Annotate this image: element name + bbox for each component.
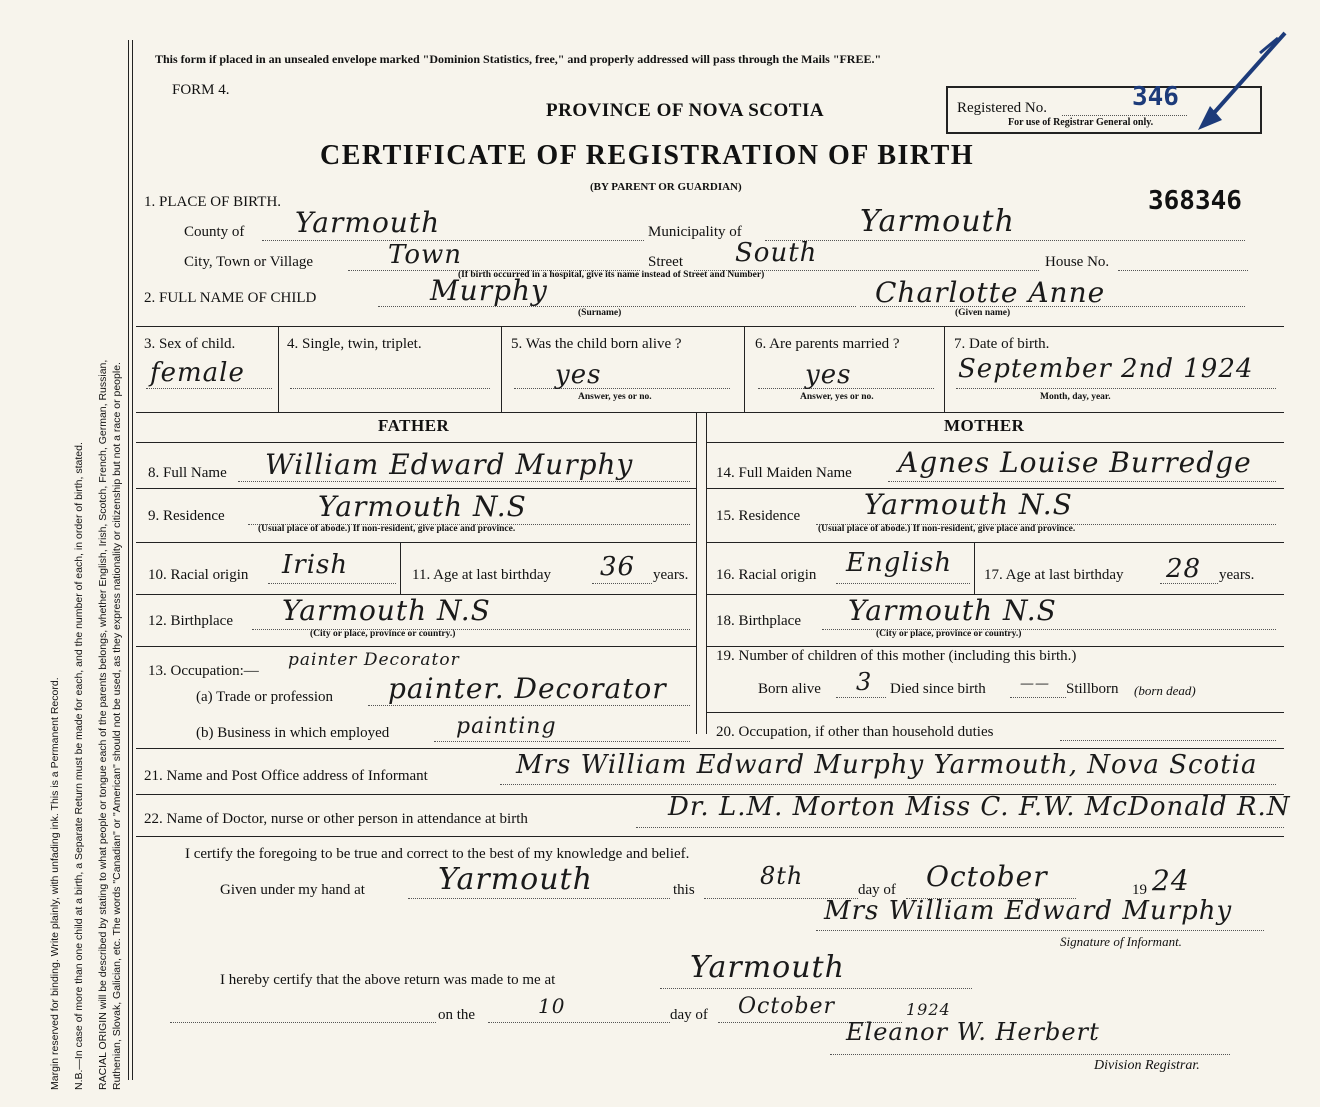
place-of-birth-label: 1. PLACE OF BIRTH. bbox=[144, 194, 282, 210]
hospital-note: (If birth occurred in a hospital, give its name instead of Street and Number) bbox=[458, 270, 765, 280]
died-since-label: Died since birth bbox=[890, 681, 986, 697]
mother-name-value: Agnes Louise Burredge bbox=[898, 446, 1252, 479]
father-racial-line bbox=[268, 583, 396, 584]
city-value: Town bbox=[388, 240, 462, 270]
informant-line bbox=[500, 784, 1276, 785]
registrar-statement: I hereby certify that the above return was made to me at bbox=[220, 972, 556, 988]
father-occupation-value: painter Decorator bbox=[288, 650, 460, 670]
mother-age-value: 28 bbox=[1166, 554, 1202, 584]
father-heading: FATHER bbox=[378, 416, 450, 435]
father-residence-value: Yarmouth N.S bbox=[318, 490, 527, 523]
sex-value: female bbox=[150, 358, 245, 388]
row-divider bbox=[136, 442, 696, 443]
mother-birthplace-label: 18. Birthplace bbox=[716, 613, 801, 629]
month-value: October bbox=[926, 860, 1048, 893]
doctor-label: 22. Name of Doctor, nurse or other person in attendance at birth bbox=[144, 811, 528, 827]
father-name-line bbox=[238, 481, 690, 482]
registrar-day-value: 10 bbox=[538, 994, 566, 1018]
married-label: 6. Are parents married ? bbox=[755, 336, 900, 352]
mother-heading: MOTHER bbox=[944, 416, 1025, 435]
father-occupation-label: 13. Occupation:— bbox=[148, 663, 259, 679]
informant-label: 21. Name and Post Office address of Informant bbox=[144, 768, 428, 784]
father-birthplace-caption: (City or place, province or country.) bbox=[310, 629, 456, 639]
registered-no-value: 346 bbox=[1132, 82, 1179, 112]
single-line bbox=[290, 388, 490, 389]
married-value: yes bbox=[805, 360, 852, 390]
registrar-dayof-label: day of bbox=[670, 1007, 708, 1023]
this-label: this bbox=[673, 882, 695, 898]
dayof-label: day of bbox=[858, 882, 896, 898]
father-name-label: 8. Full Name bbox=[148, 465, 227, 481]
single-label: 4. Single, twin, triplet. bbox=[287, 336, 422, 352]
alive-value: yes bbox=[555, 360, 602, 390]
born-alive-label: Born alive bbox=[758, 681, 821, 697]
row-divider bbox=[136, 748, 1284, 749]
informant-value: Mrs William Edward Murphy Yarmouth, Nova Scotia bbox=[516, 750, 1258, 780]
doctor-line bbox=[636, 827, 1284, 828]
died-since-value: —— bbox=[1020, 676, 1050, 692]
division-registrar-caption: Division Registrar. bbox=[1094, 1058, 1200, 1073]
dob-value: September 2nd 1924 bbox=[958, 354, 1254, 384]
year-prefix: 19 bbox=[1132, 882, 1147, 898]
informant-signature: Mrs William Edward Murphy bbox=[824, 896, 1233, 926]
signature-caption: Signature of Informant. bbox=[1060, 934, 1182, 949]
certificate-subtitle: (BY PARENT OR GUARDIAN) bbox=[590, 181, 742, 193]
stillborn-note: (born dead) bbox=[1134, 683, 1196, 698]
street-value: South bbox=[735, 238, 818, 268]
registrar-year-value: 1924 bbox=[906, 1000, 951, 1019]
racial-note-1: RACIAL ORIGIN will be described by stating to what people or tongue each of the parents belongs, whether English, Irish, Scotch, French, German, Russian, bbox=[97, 359, 109, 1090]
mother-birthplace-caption: (City or place, province or country.) bbox=[876, 629, 1022, 639]
dob-caption: Month, day, year. bbox=[1040, 392, 1111, 402]
given-place-line bbox=[408, 898, 670, 899]
binding-line-2 bbox=[132, 40, 133, 1080]
trade-line bbox=[368, 705, 690, 706]
mother-birthplace-value: Yarmouth N.S bbox=[848, 594, 1057, 627]
father-residence-label: 9. Residence bbox=[148, 508, 225, 524]
certificate-title: CERTIFICATE OF REGISTRATION OF BIRTH bbox=[320, 140, 975, 171]
stillborn-label: Stillborn bbox=[1066, 681, 1119, 697]
father-residence-caption: (Usual place of abode.) If non-resident, give place and province. bbox=[258, 524, 516, 534]
row-divider bbox=[706, 542, 1284, 543]
registered-no-line bbox=[1062, 115, 1187, 116]
mother-occupation-line bbox=[1060, 740, 1276, 741]
county-label: County of bbox=[184, 224, 245, 240]
given-place-value: Yarmouth bbox=[438, 862, 593, 897]
business-label: (b) Business in which employed bbox=[196, 725, 390, 741]
mother-residence-value: Yarmouth N.S bbox=[864, 488, 1073, 521]
father-racial-label: 10. Racial origin bbox=[148, 567, 249, 583]
year-value: 24 bbox=[1152, 864, 1190, 897]
mother-racial-line bbox=[836, 583, 970, 584]
on-the-label: on the bbox=[438, 1007, 476, 1023]
mother-residence-caption: (Usual place of abode.) If non-resident, give place and province. bbox=[818, 524, 1076, 534]
registered-no-label: Registered No. bbox=[957, 100, 1047, 116]
died-since-line bbox=[1010, 697, 1066, 698]
surname-caption: (Surname) bbox=[578, 308, 622, 318]
municipality-label: Municipality of bbox=[648, 224, 742, 240]
row-divider bbox=[706, 442, 1284, 443]
form-number: FORM 4. bbox=[172, 82, 230, 98]
col-divider bbox=[501, 326, 502, 412]
child-given-name: Charlotte Anne bbox=[875, 276, 1106, 309]
given-name-caption: (Given name) bbox=[955, 308, 1011, 318]
nb-note: N.B.—In case of more than one child at a birth, a Separate Return must be made for each, and the number of each, in order of birth, stated. bbox=[73, 442, 85, 1090]
blue-arrow-mark bbox=[1180, 28, 1290, 133]
children-count-label: 19. Number of children of this mother (including this birth.) bbox=[716, 648, 1077, 664]
city-label: City, Town or Village bbox=[184, 254, 314, 270]
municipality-line bbox=[765, 240, 1245, 241]
alive-label: 5. Was the child born alive ? bbox=[511, 336, 682, 352]
father-age-unit: years. bbox=[653, 567, 689, 583]
dob-line bbox=[956, 388, 1276, 389]
child-name-label: 2. FULL NAME OF CHILD bbox=[144, 290, 317, 306]
sex-label: 3. Sex of child. bbox=[144, 336, 236, 352]
married-caption: Answer, yes or no. bbox=[800, 392, 874, 402]
father-name-value: William Edward Murphy bbox=[265, 448, 634, 481]
mother-racial-label: 16. Racial origin bbox=[716, 567, 817, 583]
day-value: 8th bbox=[760, 862, 804, 890]
binding-line bbox=[128, 40, 129, 1080]
trade-value: painter. Decorator bbox=[388, 672, 667, 705]
house-no-line bbox=[1118, 270, 1248, 271]
business-line bbox=[434, 741, 690, 742]
registrar-place-value: Yarmouth bbox=[690, 950, 845, 985]
street-label: Street bbox=[648, 254, 683, 270]
municipality-value: Yarmouth bbox=[860, 204, 1015, 239]
registrar-month-value: October bbox=[738, 994, 836, 1019]
mother-name-label: 14. Full Maiden Name bbox=[716, 465, 852, 481]
row-divider bbox=[706, 712, 1284, 713]
col-divider bbox=[974, 542, 975, 594]
row-divider bbox=[136, 542, 696, 543]
county-value: Yarmouth bbox=[295, 206, 441, 239]
col-divider bbox=[744, 326, 745, 412]
trade-label: (a) Trade or profession bbox=[196, 689, 334, 705]
racial-note-2: Ruthenian, Slovak, Galician, etc. The words "Canadian" or "American" should not be used, as they express nationality or citizenship but not a race or people. bbox=[111, 362, 123, 1090]
col-divider bbox=[944, 326, 945, 412]
registrar-day-line bbox=[488, 1022, 670, 1023]
center-divider bbox=[696, 412, 697, 734]
registrar-use-note: For use of Registrar General only. bbox=[1008, 117, 1154, 128]
child-surname: Murphy bbox=[430, 274, 548, 307]
col-divider bbox=[400, 542, 401, 594]
mother-occupation-label: 20. Occupation, if other than household duties bbox=[716, 724, 994, 740]
father-birthplace-label: 12. Birthplace bbox=[148, 613, 233, 629]
alive-line bbox=[514, 388, 730, 389]
registrar-place-line bbox=[660, 988, 972, 989]
mother-name-line bbox=[888, 481, 1276, 482]
margin-note: Margin reserved for binding. Write plainly, with unfading ink. This is a Permanent Record. bbox=[49, 677, 61, 1090]
serial-number: 368346 bbox=[1148, 186, 1242, 216]
registrar-signature: Eleanor W. Herbert bbox=[846, 1018, 1100, 1046]
mail-notice: This form if placed in an unsealed envelope marked "Dominion Statistics, free," and properly addressed will pass through the Mails "FREE." bbox=[155, 52, 882, 66]
mother-age-label: 17. Age at last birthday bbox=[984, 567, 1124, 583]
born-alive-line bbox=[836, 697, 886, 698]
father-racial-value: Irish bbox=[282, 550, 349, 580]
province-heading: PROVINCE OF NOVA SCOTIA bbox=[546, 100, 825, 121]
row-divider bbox=[136, 836, 1284, 837]
father-age-value: 36 bbox=[600, 552, 636, 582]
row-divider bbox=[706, 646, 1284, 647]
born-alive-value: 3 bbox=[856, 668, 873, 696]
row-divider bbox=[136, 488, 696, 489]
dob-label: 7. Date of birth. bbox=[954, 336, 1050, 352]
business-value: painting bbox=[456, 714, 557, 739]
alive-caption: Answer, yes or no. bbox=[578, 392, 652, 402]
center-divider-2 bbox=[706, 412, 707, 734]
given-under-label: Given under my hand at bbox=[220, 882, 365, 898]
certify-statement: I certify the foregoing to be true and correct to the best of my knowledge and belief. bbox=[185, 846, 690, 862]
sex-line bbox=[146, 388, 272, 389]
row-divider bbox=[136, 412, 1284, 413]
registrar-signature-line bbox=[830, 1054, 1230, 1055]
row-divider bbox=[136, 646, 696, 647]
mother-racial-value: English bbox=[846, 548, 953, 578]
signature-line bbox=[816, 930, 1264, 931]
row-divider bbox=[136, 326, 1284, 327]
father-birthplace-value: Yarmouth N.S bbox=[282, 594, 491, 627]
mother-age-unit: years. bbox=[1219, 567, 1255, 583]
mother-residence-label: 15. Residence bbox=[716, 508, 801, 524]
registrar-blank-line bbox=[170, 1022, 436, 1023]
col-divider bbox=[278, 326, 279, 412]
father-age-line bbox=[592, 583, 652, 584]
father-age-label: 11. Age at last birthday bbox=[412, 567, 551, 583]
house-no-label: House No. bbox=[1045, 254, 1110, 270]
doctor-value: Dr. L.M. Morton Miss C. F.W. McDonald R.N bbox=[668, 792, 1291, 822]
